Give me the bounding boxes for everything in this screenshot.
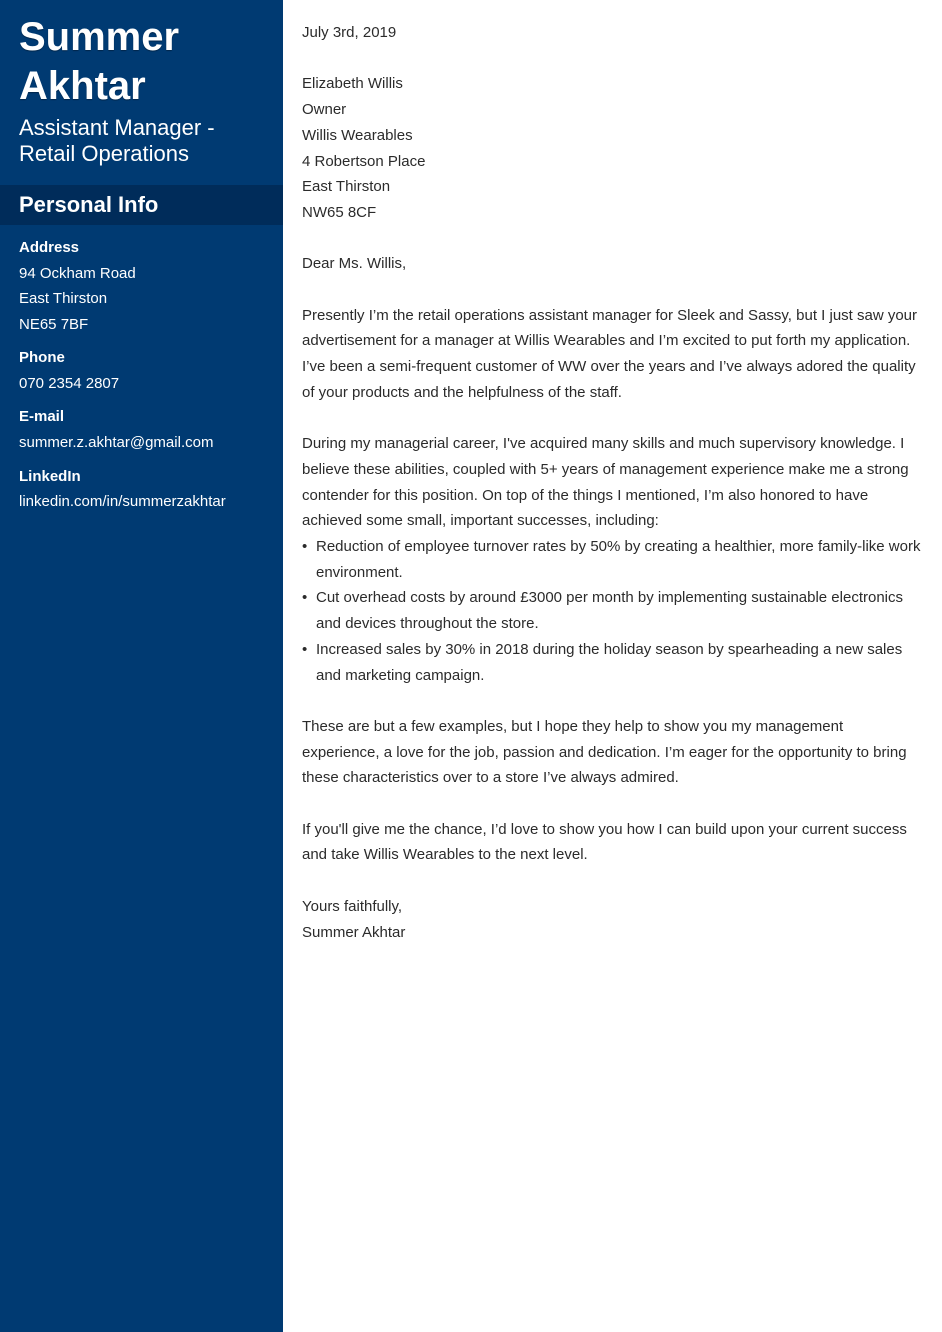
recipient-company: Willis Wearables xyxy=(302,126,413,144)
address-label: Address xyxy=(19,239,80,256)
sidebar xyxy=(0,0,283,1332)
list-item-text: Reduction of employee turnover rates by 50% by creating a healthier, more family-like work environment. xyxy=(316,538,921,581)
job-title-line-1: Assistant Manager - xyxy=(19,115,215,140)
email-value[interactable]: summer.z.akhtar@gmail.com xyxy=(19,434,214,451)
name-first: Summer xyxy=(19,15,180,59)
recipient-block xyxy=(302,71,922,225)
list-item xyxy=(302,534,922,585)
phone-label: Phone xyxy=(19,349,65,366)
section-title: Personal Info xyxy=(19,192,159,217)
personal-info-header xyxy=(0,185,283,225)
address-line-1: 94 Ockham Road xyxy=(19,265,136,282)
bullet-marker: • xyxy=(302,538,308,555)
cover-letter-body xyxy=(302,20,922,945)
letter-date: July 3rd, 2019 xyxy=(302,24,397,41)
list-item-text: Increased sales by 30% in 2018 during the holiday season by spearheading a new sales and marketing campaign. xyxy=(316,640,903,684)
linkedin-value[interactable]: linkedin.com/in/summerzakhtar xyxy=(19,493,226,510)
list-item xyxy=(302,585,922,636)
recipient-town: East Thirston xyxy=(302,178,391,196)
salutation: Dear Ms. Willis, xyxy=(302,255,407,273)
recipient-role: Owner xyxy=(302,101,347,119)
paragraph-3: These are but a few examples, but I hope they help to show you my management experience, a love for the job, passion and dedication. I’m eager for the opportunity to bring these characteristics over to a store I’ve always admired. xyxy=(302,717,907,787)
address-line-3: NE65 7BF xyxy=(19,316,89,333)
paragraph-1: Presently I’m the retail operations assistant manager for Sleek and Sassy, but I just saw your advertisement for a manager at Willis Wearables and I’m excited to put forth my application. I’ve been a semi-frequent customer of WW over the years and I’ve always adored the quality of your products and the helpfulness of the staff. xyxy=(302,306,918,401)
signature: Summer Akhtar xyxy=(302,923,406,941)
bullet-marker: • xyxy=(302,589,308,607)
closing: Yours faithfully, xyxy=(302,897,403,915)
recipient-name: Elizabeth Willis xyxy=(302,75,403,93)
list-item-text: Cut overhead costs by around £3000 per month by implementing sustainable electronics and devices throughout the store. xyxy=(316,589,904,633)
linkedin-label: LinkedIn xyxy=(19,468,81,485)
candidate-name xyxy=(19,13,269,111)
phone-value: 070 2354 2807 xyxy=(19,375,120,392)
job-title-line-2: Retail Operations xyxy=(19,141,189,166)
recipient-street: 4 Robertson Place xyxy=(302,152,426,170)
recipient-postcode: NW65 8CF xyxy=(302,203,377,221)
paragraph-4: If you'll give me the chance, I’d love to show you how I can build upon your current success and take Willis Wearables to the next level. xyxy=(302,820,907,864)
achievements-list xyxy=(302,534,922,688)
name-last: Akhtar xyxy=(19,64,146,108)
list-item xyxy=(302,637,922,688)
job-title xyxy=(19,115,274,167)
email-label: E-mail xyxy=(19,408,65,425)
address-line-2: East Thirston xyxy=(19,290,108,307)
bullet-marker: • xyxy=(302,640,308,658)
paragraph-2: During my managerial career, I've acquired many skills and much supervisory knowledge. I believe these abilities, coupled with 5+ years of management experience make me a strong contender for this position. On top of the things I mentioned, I’m also honored to have achieved some small, important successes, including: xyxy=(302,435,909,530)
